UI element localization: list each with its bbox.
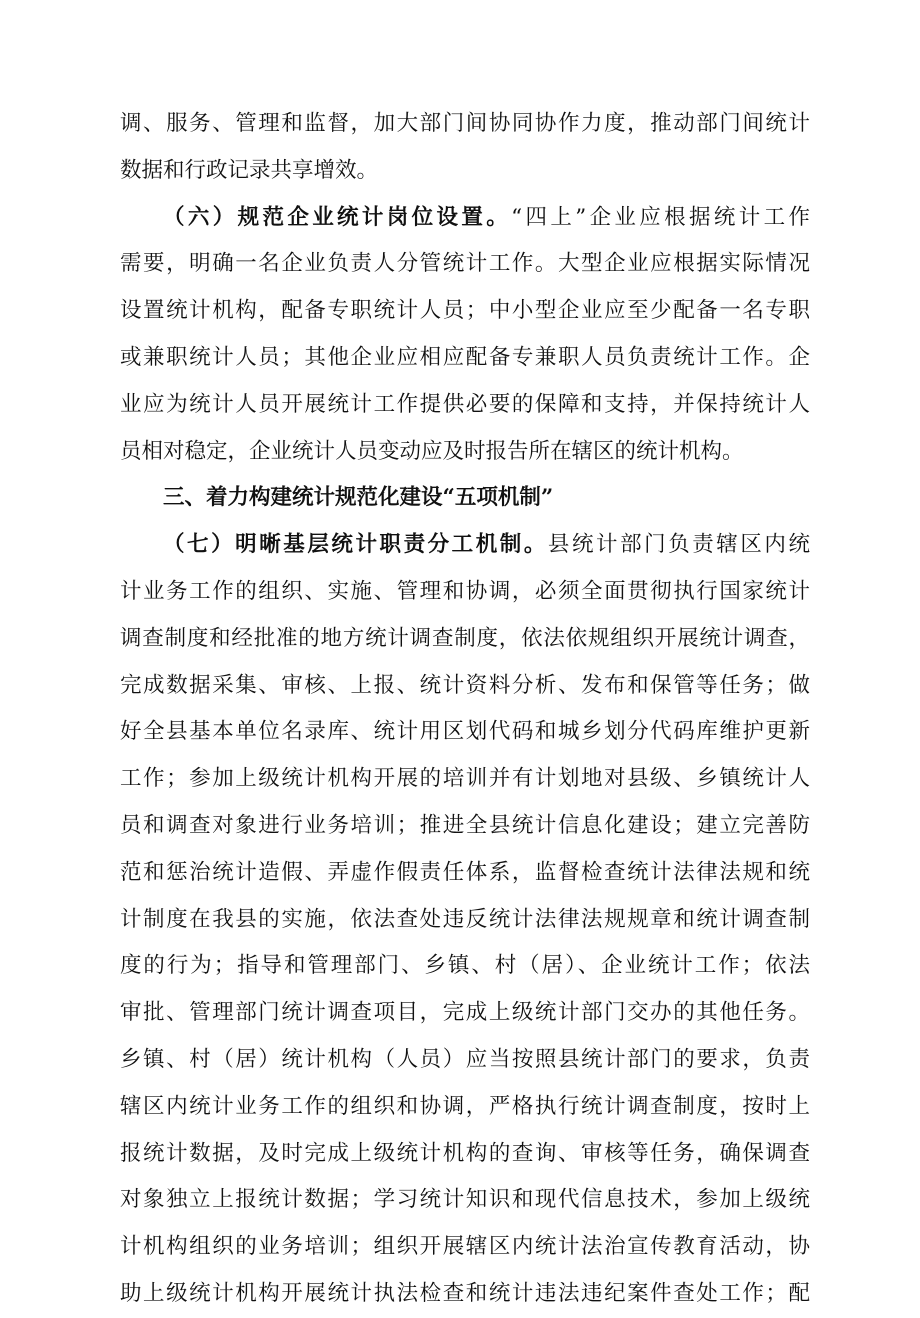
para2-line: 需要，明确一名企业负责人分管统计工作。大型企业应根据实际情况 <box>120 251 810 277</box>
section-heading: 三、着力构建统计规范化建设“五项机制” <box>163 485 554 511</box>
para3-line: 对象独立上报统计数据；学习统计知识和现代信息技术，参加上级统 <box>120 1187 810 1213</box>
para3-line: 调查制度和经批准的地方统计调查制度，依法依规组织开展统计调查， <box>120 625 810 651</box>
para2-first-line-rest: “四上”企业应根据统计工作 <box>511 204 810 230</box>
para1-line-2: 数据和行政记录共享增效。 <box>120 157 379 183</box>
para3-line: 计机构组织的业务培训；组织开展辖区内统计法治宣传教育活动，协 <box>120 1234 810 1260</box>
para3-line: 员和调查对象进行业务培训；推进全县统计信息化建设；建立完善防 <box>120 812 810 838</box>
document-body <box>120 101 810 1318</box>
para3-line: 工作；参加上级统计机构开展的培训并有计划地对县级、乡镇统计人 <box>120 766 810 792</box>
para3-first-line-rest: 县统计部门负责辖区内统 <box>547 532 810 558</box>
para2-heading: （六）规范企业统计岗位设置。 <box>163 204 512 230</box>
para3-first-line <box>120 522 810 569</box>
para3-line: 完成数据采集、审核、上报、统计资料分析、发布和保管等任务；做 <box>120 672 810 698</box>
para3-line: 报统计数据，及时完成上级统计机构的查询、审核等任务，确保调查 <box>120 1140 810 1166</box>
para2-line: 员相对稳定，企业统计人员变动应及时报告所在辖区的统计机构。 <box>120 438 744 464</box>
para3-line: 范和惩治统计造假、弄虚作假责任体系，监督检查统计法律法规和统 <box>120 859 810 885</box>
para3-line: 审批、管理部门统计调查项目，完成上级统计部门交办的其他任务。 <box>120 1000 810 1026</box>
para2-line: 设置统计机构，配备专职统计人员；中小型企业应至少配备一名专职 <box>120 298 810 324</box>
para3-line: 计业务工作的组织、实施、管理和协调，必须全面贯彻执行国家统计 <box>120 578 810 604</box>
para2-line: 或兼职统计人员；其他企业应相应配备专兼职人员负责统计工作。企 <box>120 344 810 370</box>
para3-line: 辖区内统计业务工作的组织和协调，严格执行统计调查制度，按时上 <box>120 1093 810 1119</box>
para1-line-1: 调、服务、管理和监督，加大部门间协同协作力度，推动部门间统计 <box>120 111 810 136</box>
para2-line: 业应为统计人员开展统计工作提供必要的保障和支持，并保持统计人 <box>120 391 810 417</box>
para3-line: 好全县基本单位名录库、统计用区划代码和城乡划分代码库维护更新 <box>120 719 810 745</box>
para3-line: 度的行为；指导和管理部门、乡镇、村（居）、企业统计工作；依法 <box>120 953 810 979</box>
para3-line: 助上级统计机构开展统计执法检查和统计违法违纪案件查处工作；配 <box>120 1280 810 1306</box>
para2-first-line <box>120 195 810 242</box>
para3-line: 计制度在我县的实施，依法查处违反统计法律法规规章和统计调查制 <box>120 906 810 932</box>
para3-line: 乡镇、村（居）统计机构（人员）应当按照县统计部门的要求，负责 <box>120 1046 810 1072</box>
para3-heading: （七）明晰基层统计职责分工机制。 <box>163 532 548 558</box>
